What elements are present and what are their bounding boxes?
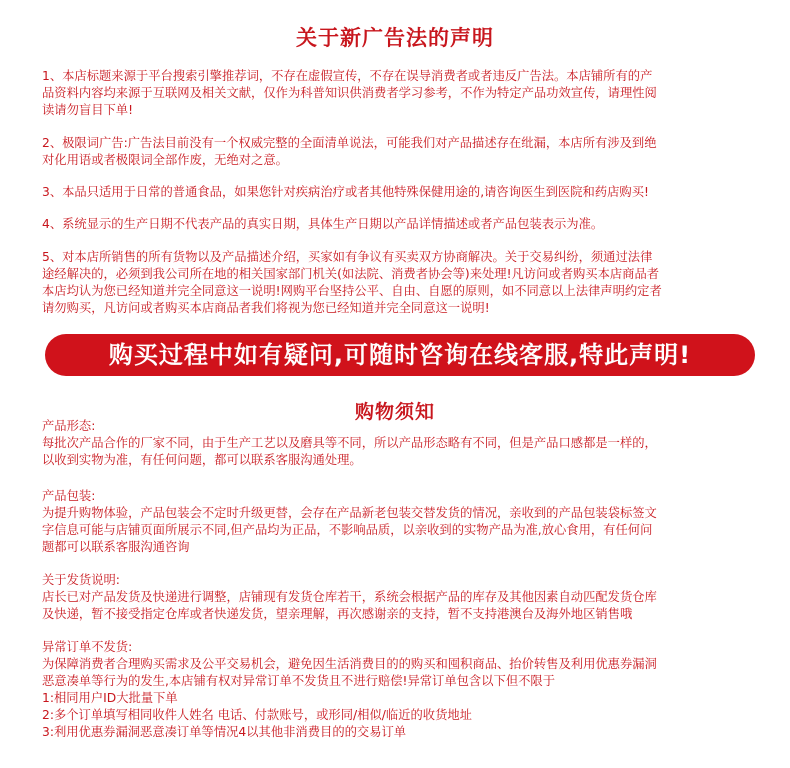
statement-item-5: 5、对本店所销售的所有货物以及产品描述介绍，买家如有争议有买卖双方协商解决。关于交易纠纷，须通过法律 途经解决的，必须到我公司所在地的相关国家部门机关(如法院、消费者协会等)来处理!凡访问或者购买本店商品者 本店均认为您已经知道并完全同意这一说明!网购平台坚持公平、自由、自愿的原则，如不同意以上法律声明约定者 请勿购买，凡访问或者购买本店商品者我们将视为您已经知道并完全同意这一说明! (42, 250, 662, 315)
section-line: 3:利用优惠券漏洞恶意凑订单等情况4以其他非消费目的的交易订单 (42, 725, 407, 739)
section-line: 2:多个订单填写相同收件人姓名 电话、付款账号，或形同/相似/临近的收货地址 (42, 708, 472, 722)
inquiry-banner: 购买过程中如有疑问,可随时咨询在线客服,特此声明! (45, 334, 755, 376)
section-heading: 关于发货说明: (42, 573, 120, 587)
section-heading: 产品形态: (42, 419, 96, 433)
statement-item-3: 3、本品只适用于日常的普通食品，如果您针对疾病治疗或者其他特殊保健用途的,请咨询医生到医院和药店购买! (42, 185, 649, 199)
section-product-packaging (42, 488, 754, 556)
section-line: 及快递，暂不接受指定仓库或者快递发货，望亲理解，再次感谢亲的支持，暂不支持港澳台及海外地区销售哦 (42, 607, 633, 621)
statement-item-1: 1、本店标题来源于平台搜索引擎推荐词，不存在虚假宣传，不存在误导消费者或者违反广告法。本店铺所有的产 品资料内容均来源于互联网及相关文献，仅作为科普知识供消费者学习参考，不作为特定产品功效宣传，请理性阅 读请勿盲目下单! (42, 69, 657, 117)
section-line: 为提升购物体验，产品包装会不定时升级更替，会存在产品新老包装交替发货的情况，亲收到的产品包装袋标签文 (42, 506, 657, 520)
statement-item-4: 4、系统显示的生产日期不代表产品的真实日期，具体生产日期以产品详情描述或者产品包装表示为准。 (42, 217, 604, 231)
section-line: 每批次产品合作的厂家不同，由于生产工艺以及磨具等不同，所以产品形态略有不同，但是产品口感都是一样的， (42, 436, 657, 450)
section-line: 1:相同用户ID大批量下单 (42, 691, 178, 705)
section-heading: 异常订单不发货: (42, 640, 133, 654)
page-title: 关于新广告法的声明 (296, 26, 494, 50)
section-line: 为保障消费者合理购买需求及公平交易机会，避免因生活消费目的的购买和囤积商品、抬价转售及利用优惠券漏洞 (42, 657, 657, 671)
section-line: 题都可以联系客服沟通咨询 (42, 540, 190, 554)
notice-title: 购物须知 (354, 401, 435, 423)
statement-item-2: 2、极限词广告:广告法目前没有一个权威完整的全面清单说法，可能我们对产品描述存在纰漏，本店所有涉及到绝 对化用语或者极限词全部作废，无绝对之意。 (42, 136, 657, 167)
section-line: 字信息可能与店铺页面所展示不同,但产品均为正品，不影响品质，以亲收到的实物产品为准,放心食用，有任何问 (42, 523, 653, 537)
section-abnormal-orders (42, 639, 754, 741)
section-product-form (42, 418, 754, 469)
section-heading: 产品包装: (42, 489, 96, 503)
section-line: 以收到实物为准，有任何问题，都可以联系客服沟通处理。 (42, 453, 362, 467)
section-line: 恶意凑单等行为的发生,本店铺有权对异常订单不发货且不进行赔偿!异常订单包含以下但不限于 (42, 674, 556, 688)
section-shipping (42, 572, 754, 623)
section-line: 店长已对产品发货及快递进行调整，店铺现有发货仓库若干，系统会根据产品的库存及其他因素自动匹配发货仓库 (42, 590, 657, 604)
